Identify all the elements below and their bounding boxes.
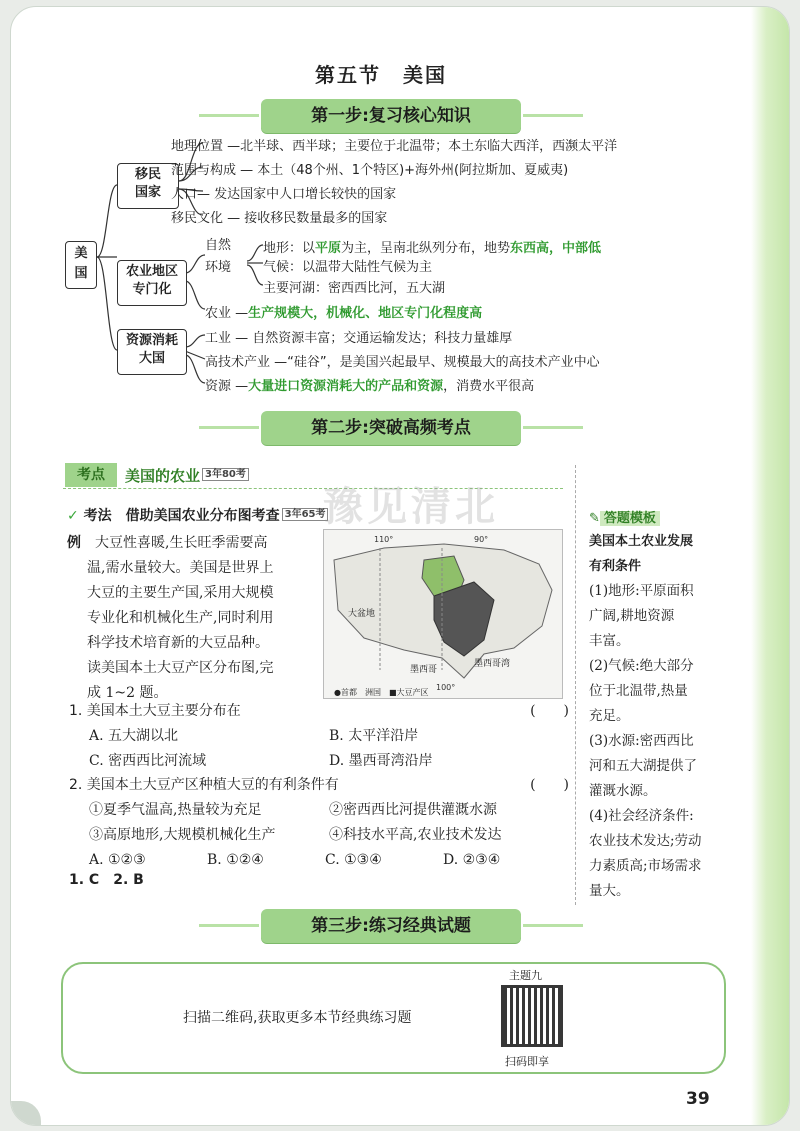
agri-highlight: 生产规模大，机械化、地区专门化程度高 <box>248 306 483 321</box>
pencil-icon: ✎ <box>589 511 600 526</box>
b1-item-scope: 范围与构成 — 本土（48个州、1个特区)+海外州(阿拉斯加、夏威夷) <box>171 163 569 178</box>
map-legend: ●首都 洲国 ■大豆产区 <box>334 688 429 697</box>
page-corner-decoration <box>11 1101 41 1125</box>
q2-statement-1: ①夏季气温高,热量较为充足 <box>89 802 262 818</box>
qr-scan-label: 扫码即享 <box>505 1055 549 1068</box>
kaodian-title-text: 美国的农业 <box>125 467 201 485</box>
terrain-pre: 地形：以 <box>263 241 316 256</box>
q2-option-d: D. ②③④ <box>443 852 501 868</box>
example-line: 科学技术培育新的大豆品种。 <box>87 635 269 651</box>
template-line: 农业技术发达;劳动 <box>589 833 702 849</box>
q2-option-a: A. ①②③ <box>89 852 146 868</box>
q2-option-b: B. ①②④ <box>207 852 264 868</box>
example-line: 读美国本土大豆产区分布图,完 <box>87 660 274 676</box>
page-number: 39 <box>686 1089 710 1109</box>
step-3-banner: 第三步:练习经典试题 <box>261 909 521 943</box>
template-content <box>589 529 725 904</box>
env-label-line: 环境 <box>205 260 232 275</box>
b2-rivers: 主要河湖：密西西比河，五大湖 <box>263 281 446 296</box>
branch-agriculture <box>117 260 187 306</box>
map-figure <box>324 530 564 700</box>
terrain-highlight-plain: 平原 <box>315 241 342 256</box>
b1-item-population: 人口— 发达国家中人口增长较快的国家 <box>171 187 397 202</box>
b2-climate: 气候：以温带大陆性气候为主 <box>263 260 433 275</box>
b3-resources <box>205 375 534 394</box>
us-soybean-map <box>323 529 563 699</box>
template-line: 位于北温带,热量 <box>589 683 688 699</box>
terrain-mid: 为主，呈南北纵列分布，地势 <box>341 241 511 256</box>
template-line: 河和五大湖提供了 <box>589 758 697 774</box>
example-block <box>67 531 317 706</box>
b2-agriculture <box>205 302 482 321</box>
kaodian-title <box>125 465 249 486</box>
agri-pre: 农业 — <box>205 306 249 321</box>
q1-stem: 1. 美国本土大豆主要分布在 <box>69 703 241 719</box>
template-line: (4)社会经济条件: <box>589 808 694 824</box>
template-heading <box>589 507 660 526</box>
b2-terrain <box>263 237 601 256</box>
b1-item-culture: 移民文化 — 接收移民数量最多的国家 <box>171 211 388 226</box>
q2-answer-slot: ( ) <box>530 777 569 793</box>
lon-label: 100° <box>436 683 456 692</box>
template-line: 广阔,耕地资源 <box>589 608 675 624</box>
column-divider <box>575 465 576 905</box>
answer-key: 1. C 2. B <box>69 872 144 888</box>
b3-hitech: 高技术产业 —“硅谷”，是美国兴起最早、规模最大的高技术产业中心 <box>205 355 600 370</box>
example-line: 专业化和机械化生产,同时利用 <box>87 610 274 626</box>
map-label-gulf: 墨西哥湾 <box>474 659 511 669</box>
question-2 <box>69 773 569 873</box>
branch-label-line: 大国 <box>138 351 165 366</box>
page <box>10 6 790 1126</box>
branch-label-line: 农业地区 <box>125 264 178 279</box>
example-line: 成 1~2 题。 <box>87 685 168 701</box>
lon-label: 110° <box>374 535 394 544</box>
example-label: 例 <box>67 535 81 551</box>
template-head-text: 答题模板 <box>600 511 660 526</box>
branch-label-line: 移民 <box>134 167 161 182</box>
q1-answer-slot: ( ) <box>530 703 569 719</box>
env-label-line: 自然 <box>205 238 232 253</box>
q2-statement-4: ④科技水平高,农业技术发达 <box>329 827 502 843</box>
q2-option-c: C. ①③④ <box>325 852 382 868</box>
example-line: 温,需水量较大。美国是世界上 <box>87 560 274 576</box>
page-edge-decoration <box>751 7 789 1125</box>
q2-statement-3: ③高原地形,大规模机械化生产 <box>89 827 276 843</box>
example-line: 大豆性喜暖,生长旺季需要高 <box>95 535 268 551</box>
check-icon: ✓ <box>67 508 79 524</box>
watermark-text: 豫见清北 <box>323 484 499 530</box>
template-line: (1)地形:平原面积 <box>589 583 694 599</box>
template-line: 充足。 <box>589 708 630 724</box>
question-1 <box>69 699 569 774</box>
branch-label-line: 国家 <box>134 185 161 200</box>
branch-label-line: 资源消耗 <box>125 333 178 348</box>
lon-label: 90° <box>474 535 489 544</box>
map-label-mexico: 墨西哥 <box>410 665 438 675</box>
b3-industry: 工业 — 自然资源丰富；交通运输发达；科技力量雄厚 <box>205 331 513 346</box>
kaofa-title: 借助美国农业分布图考查 <box>125 508 280 524</box>
template-line: 量大。 <box>589 883 630 899</box>
page-title: 第五节 美国 <box>315 63 447 87</box>
res-highlight: 大量进口资源消耗大的产品和资源 <box>248 379 444 394</box>
template-title: 有利条件 <box>589 559 642 574</box>
kaofa-count: 3年65考 <box>282 508 329 521</box>
map-label-basin: 大盆地 <box>348 609 376 619</box>
template-line: 灌溉水源。 <box>589 783 657 799</box>
example-line: 大豆的主要生产国,采用大规模 <box>87 585 274 601</box>
q1-option-d: D. 墨西哥湾沿岸 <box>329 753 433 769</box>
template-line: (2)气候:绝大部分 <box>589 658 694 674</box>
res-post: ，消费水平很高 <box>443 379 535 394</box>
q1-option-b: B. 太平洋沿岸 <box>329 728 419 744</box>
qr-topic-label: 主题九 <box>509 969 542 982</box>
kaofa-heading <box>67 505 328 525</box>
template-line: 力素质高;市场需求 <box>589 858 702 874</box>
kaodian-tag: 考点 <box>65 463 117 487</box>
natural-env-label <box>205 235 231 279</box>
qr-prompt-text: 扫描二维码,获取更多本节经典练习题 <box>183 1010 412 1026</box>
q1-option-c: C. 密西西比河流域 <box>89 753 207 769</box>
q1-option-a: A. 五大湖以北 <box>89 728 179 744</box>
template-title: 美国本土农业发展 <box>589 534 694 549</box>
template-line: 丰富。 <box>589 633 630 649</box>
q2-statement-2: ②密西西比河提供灌溉水源 <box>329 802 497 818</box>
terrain-highlight-slope: 东西高，中部低 <box>510 241 602 256</box>
branch-label-line: 专门化 <box>132 282 172 297</box>
b1-item-location: 地理位置 —北半球、西半球；主要位于北温带；本土东临大西洋，西濒太平洋 <box>171 139 618 154</box>
branch-immigrant-country <box>117 163 179 209</box>
branch-resource-consumer <box>117 329 187 375</box>
kaodian-count: 3年80考 <box>202 468 249 481</box>
mindmap-root: 美国 <box>65 241 97 289</box>
q2-stem: 2. 美国本土大豆产区种植大豆的有利条件有 <box>69 777 339 793</box>
qr-code-image[interactable] <box>501 985 563 1047</box>
kaofa-label: 考法 <box>83 508 112 524</box>
template-line: (3)水源:密西西比 <box>589 733 694 749</box>
step-2-banner: 第二步:突破高频考点 <box>261 411 521 445</box>
step-1-banner: 第一步:复习核心知识 <box>261 99 521 133</box>
res-pre: 资源 — <box>205 379 249 394</box>
